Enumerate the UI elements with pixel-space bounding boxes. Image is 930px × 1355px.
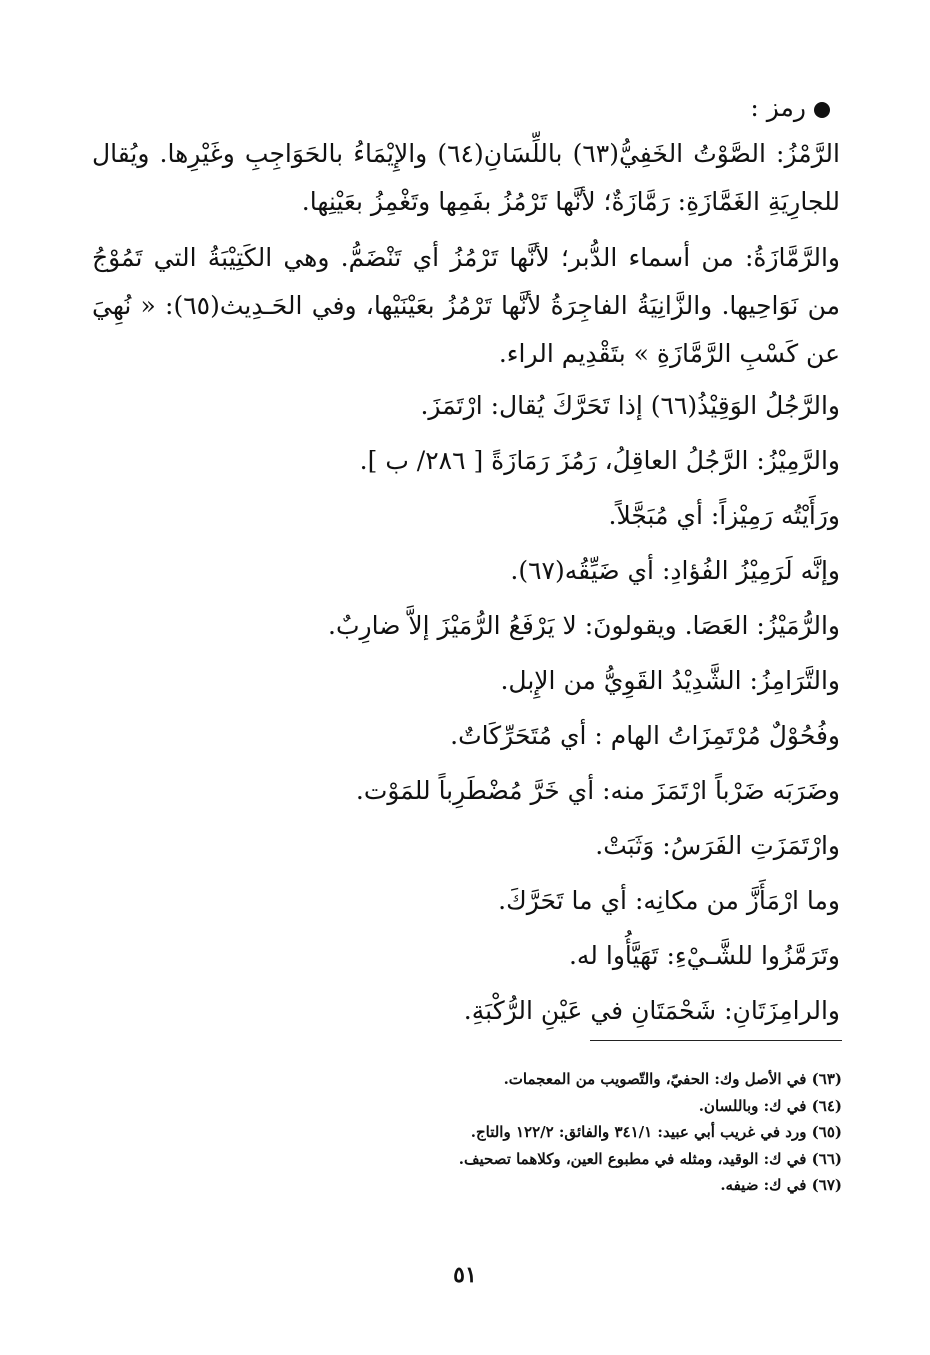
main-text — [92, 86, 840, 1038]
text-line: وإنَّه لَرَمِيْزُ الفُؤادِ: أي ضَيِّقُه(٦٧). — [510, 556, 840, 585]
footnote: (٦٦) في ك: الوقيد، ومثله في مطبوع العين، وكلاهما تصحيف. — [458, 1149, 842, 1168]
text-line: ورَأَيْتُه رَمِيْزاً: أي مُبَجَّلاً. — [608, 501, 840, 530]
footnote: (٦٤) في ك: وباللسان. — [698, 1096, 842, 1115]
text-line: وتَرَمَّزُوا للشَّـيْءِ: تَهَيَّأُوا له. — [568, 941, 840, 970]
entry-heading — [92, 86, 830, 130]
text-line: والرامِزَتَانِ: شَحْمَتَانِ في عَيْنِ الرُّكْبَةِ. — [463, 996, 840, 1025]
paragraph: الرَّمْزُ: الصَّوْتُ الخَفِيُّ(٦٣) باللِّسَانِ(٦٤) والإِيْمَاءُ بالحَوَاجِبِ وغَيْرِها. ويُقال للجارِيَةِ الغَمَّازَةِ: رَمَّازَةٌ؛ لأنَّها تَرْمُزُ بفَمِها وتَغْمِزُ بعَيْنِها. — [92, 139, 840, 216]
footnotes — [92, 1066, 842, 1199]
footnote-divider — [590, 1040, 842, 1041]
text-line: وضَرَبَه ضَرْباً ارْتَمَزَ منه: أي خَرَّ مُضْطَرِباً للمَوْت. — [355, 776, 840, 805]
text-line: والرَّجُلُ الوَقِيْذُ(٦٦) إذا تَحَرَّكَ يُقال: ارْتَمَزَ. — [420, 391, 840, 420]
entry-heading-text: رمز : — [750, 93, 806, 122]
text-line: والتَّرَامِزُ: الشَّدِيْدُ القَوِيُّ من الإِبل. — [500, 666, 840, 695]
text-line: والرَّمِيْزُ: الرَّجُلُ العاقِلُ، رَمُزَ رَمَازَةً [ ٢٨٦/ ب ]. — [359, 446, 840, 475]
footnote: (٦٥) ورد في غريب أبي عبيد: ٣٤١/١ والفائق: ١٢٢/٢ والتاج. — [470, 1123, 842, 1141]
text-line: والرُّمَيْزُ: العَصَا. ويقولونَ: لا يَرْفَعُ الرُّمَيْزَ إلاَّ ضارِبٌ. — [328, 611, 840, 640]
page-number: ٥١ — [453, 1262, 477, 1288]
paragraph: والرَّمَّازَةُ: من أسماء الدُّبر؛ لأنَّها تَرْمُزُ أي تَنْضَمُّ. وهي الكَتِيْبَةُ التي تَمُوْجُ من نَوَاحِيها. والزَّانِيَةُ الفاجِرَةُ لأنَّها تَرْمُزُ بعَيْنَيْها، وفي الحَـدِيث(٦٥): « نُهِيَ عن كَسْبِ الرَّمَّازَةِ » بتَقْدِيم الراء. — [92, 243, 840, 368]
text-line: وارْتَمَزَتِ الفَرَسُ: وَثَبَتْ. — [595, 831, 840, 860]
text-line: وما ارْمَأَزَّ من مكانِه: أي ما تَحَرَّكَ. — [498, 886, 840, 915]
text-line: وفُحُوْلٌ مُرْتَمِزَاتُ الهام : أي مُتَحَرِّكَاتٌ. — [450, 721, 840, 750]
bullet-icon — [814, 102, 830, 118]
footnote: (٦٧) في ك: ضيفه. — [720, 1176, 842, 1194]
footnote: (٦٣) في الأصل وك: الحفيّ، والتّصويب من المعجمات. — [503, 1070, 842, 1088]
